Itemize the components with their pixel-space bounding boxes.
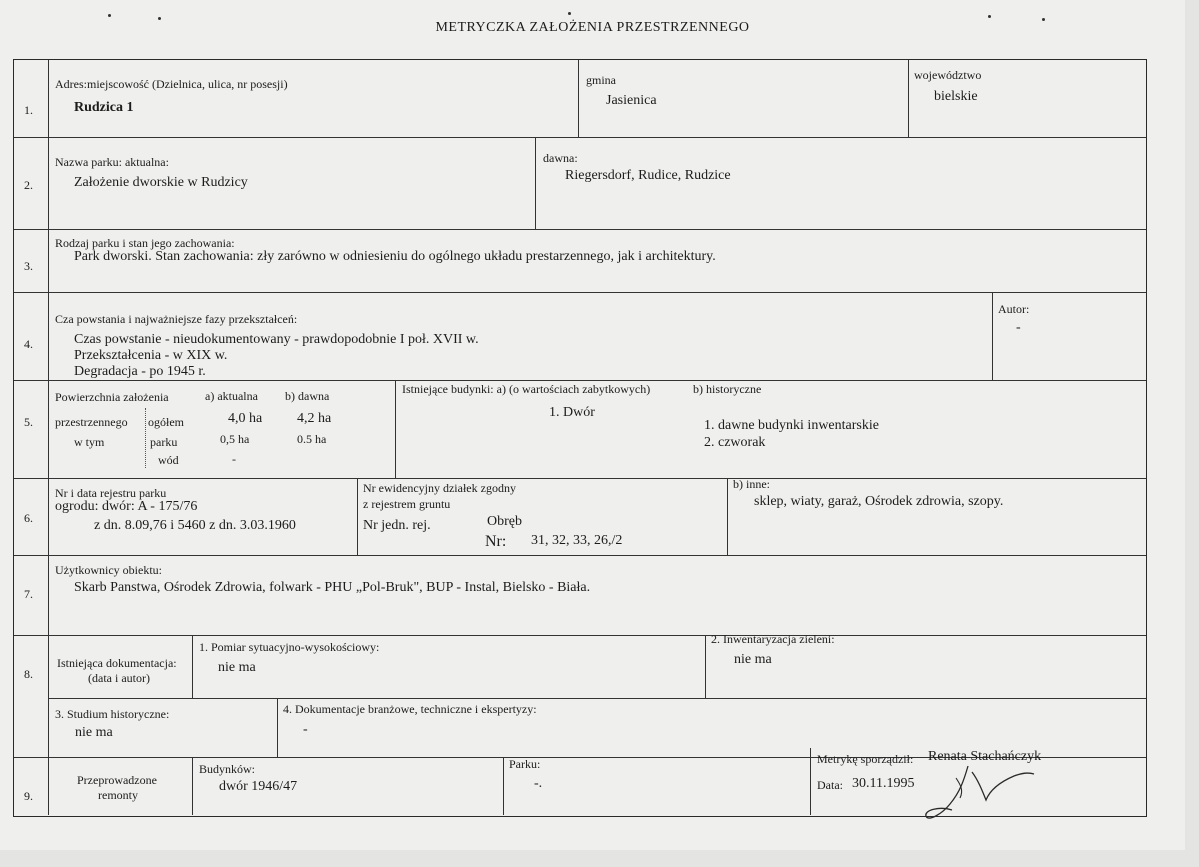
buildings-label: Istniejące budynki: a) (o wartościach zabytkowych): [402, 382, 651, 396]
old-name-label: dawna:: [543, 151, 578, 165]
area-col-former: b) dawna: [285, 389, 330, 403]
plot-number-label: Nr ewidencyjny działek zgodny: [363, 481, 516, 495]
date-value: 30.11.1995: [852, 776, 915, 791]
history-line: Degradacja - po 1945 r.: [74, 364, 206, 379]
area-park-current: 0,5 ha: [220, 432, 250, 446]
area-total-current: 4,0 ha: [228, 411, 263, 426]
technical-docs-label: 4. Dokumentacje branżowe, techniczne i ekspertyzy:: [283, 702, 537, 716]
author-value: -: [1016, 320, 1021, 335]
address-value: Rudzica 1: [74, 100, 134, 115]
cell-divider: [357, 479, 358, 556]
area-col-current: a) aktualna: [205, 389, 258, 403]
history-label: Cza powstania i najważniejsze fazy przekształceń:: [55, 312, 298, 326]
park-name-value: Założenie dworskie w Rudzicy: [74, 175, 248, 190]
survey-label: 1. Pomiar sytuacyjno-wysokościowy:: [199, 640, 380, 654]
cell-divider: [192, 636, 193, 699]
row-divider: [14, 292, 1146, 293]
cell-divider: [277, 699, 278, 758]
historic-building: 2. czworak: [704, 435, 766, 450]
buildings-renovation-label: Budynków:: [199, 762, 256, 776]
survey-value: nie ma: [218, 660, 256, 675]
cell-divider: [727, 479, 728, 556]
row-divider: [14, 478, 1146, 479]
row-divider: [14, 137, 1146, 138]
row-number: 3.: [24, 259, 33, 273]
documentation-sublabel: (data i autor): [88, 671, 150, 685]
row-divider: [14, 555, 1146, 556]
register-line: ogrodu: dwór: A - 175/76: [55, 499, 198, 514]
area-park-label: parku: [150, 435, 178, 449]
park-name-label: Nazwa parku: aktualna:: [55, 155, 169, 169]
area-water-current: -: [232, 452, 236, 466]
row-divider: [14, 380, 1146, 381]
punch-mark: [988, 15, 991, 18]
history-line: Przekształcenia - w XIX w.: [74, 348, 228, 363]
plot-unit-label: Nr jedn. rej.: [363, 518, 431, 533]
row-number: 2.: [24, 178, 33, 192]
cell-divider: [145, 408, 146, 468]
wojewodztwo-value: bielskie: [934, 89, 978, 104]
area-water-label: wód: [158, 453, 179, 467]
area-including-label: w tym: [74, 435, 105, 449]
register-line: z dn. 8.09,76 i 5460 z dn. 3.03.1960: [94, 518, 296, 533]
row-number: 6.: [24, 511, 33, 525]
cell-divider: [192, 758, 193, 815]
address-label: Adres:miejscowość (Dzielnica, ulica, nr posesji): [55, 77, 288, 91]
area-park-former: 0.5 ha: [297, 432, 327, 446]
plot-number-label: z rejestrem gruntu: [363, 497, 451, 511]
monument-building: 1. Dwór: [549, 405, 595, 420]
row-number: 9.: [24, 789, 33, 803]
row-number: 1.: [24, 103, 33, 117]
cell-divider: [992, 293, 993, 381]
row-number: 7.: [24, 587, 33, 601]
cell-divider: [503, 758, 504, 815]
historic-buildings-label: b) historyczne: [693, 382, 762, 396]
users-label: Użytkownicy obiektu:: [55, 563, 162, 577]
historic-building: 1. dawne budynki inwentarskie: [704, 418, 879, 433]
buildings-renovation-value: dwór 1946/47: [219, 779, 298, 794]
wojewodztwo-label: województwo: [914, 68, 982, 82]
cell-divider: [908, 60, 909, 138]
technical-docs-value: -: [303, 722, 308, 737]
row-divider: [14, 635, 1146, 636]
row-number: 4.: [24, 337, 33, 351]
gmina-label: gmina: [586, 73, 616, 87]
cell-divider: [578, 60, 579, 138]
punch-mark: [108, 14, 111, 17]
greenery-value: nie ma: [734, 652, 772, 667]
area-total-label: ogółem: [148, 415, 184, 429]
prepared-by-label: Metrykę sporządził:: [817, 752, 914, 766]
historical-study-label: 3. Studium historyczne:: [55, 707, 170, 721]
area-label: Powierzchnia założenia: [55, 390, 169, 404]
documentation-label: Istniejąca dokumentacja:: [57, 656, 177, 670]
other-buildings-label: b) inne:: [733, 477, 770, 491]
park-renovation-label: Parku:: [509, 757, 541, 771]
row-number: 8.: [24, 667, 33, 681]
register-label: Nr i data rejestru parku: [55, 486, 167, 500]
historical-study-value: nie ma: [75, 725, 113, 740]
punch-mark: [568, 12, 571, 15]
renovations-sublabel: remonty: [98, 788, 138, 802]
row-number: 5.: [24, 415, 33, 429]
author-label: Autor:: [998, 302, 1030, 316]
plot-nr-label: Nr:: [485, 533, 507, 550]
park-renovation-value: -.: [534, 776, 543, 791]
date-label: Data:: [817, 778, 843, 792]
number-column-divider: [48, 60, 49, 815]
park-type-value: Park dworski. Stan zachowania: zły zarówno w odniesieniu do ogólnego układu prestarzennego, jak i architektury.: [74, 249, 716, 264]
greenery-label: 2. Inwentaryzacja zieleni:: [711, 632, 835, 646]
area-spatial-label: przestrzennego: [55, 415, 128, 429]
document-title: METRYCZKA ZAŁOŻENIA PRZESTRZENNEGO: [435, 20, 750, 35]
signature-icon: [920, 760, 1040, 832]
row-divider: [14, 229, 1146, 230]
other-buildings-value: sklep, wiaty, garaż, Ośrodek zdrowia, szopy.: [754, 494, 1004, 509]
cell-divider: [395, 381, 396, 479]
old-name-value: Riegersdorf, Rudice, Rudzice: [565, 168, 731, 183]
area-total-former: 4,2 ha: [297, 411, 332, 426]
users-value: Skarb Panstwa, Ośrodek Zdrowia, folwark - PHU „Pol-Bruk", BUP - Instal, Bielsko - Biała.: [74, 580, 591, 595]
plot-district-label: Obręb: [487, 514, 522, 529]
history-line: Czas powstanie - nieudokumentowany - prawdopodobnie I poł. XVII w.: [74, 332, 479, 347]
cell-divider: [810, 748, 811, 815]
row-divider: [49, 698, 1146, 699]
cell-divider: [535, 138, 536, 230]
gmina-value: Jasienica: [606, 93, 657, 108]
plot-nr-value: 31, 32, 33, 26,/2: [531, 533, 623, 548]
cell-divider: [705, 636, 706, 699]
park-type-label: Rodzaj parku i stan jego zachowania:: [55, 236, 235, 250]
renovations-label: Przeprowadzone: [77, 773, 157, 787]
prepared-by-value: Renata Stachańczyk: [928, 749, 1042, 764]
